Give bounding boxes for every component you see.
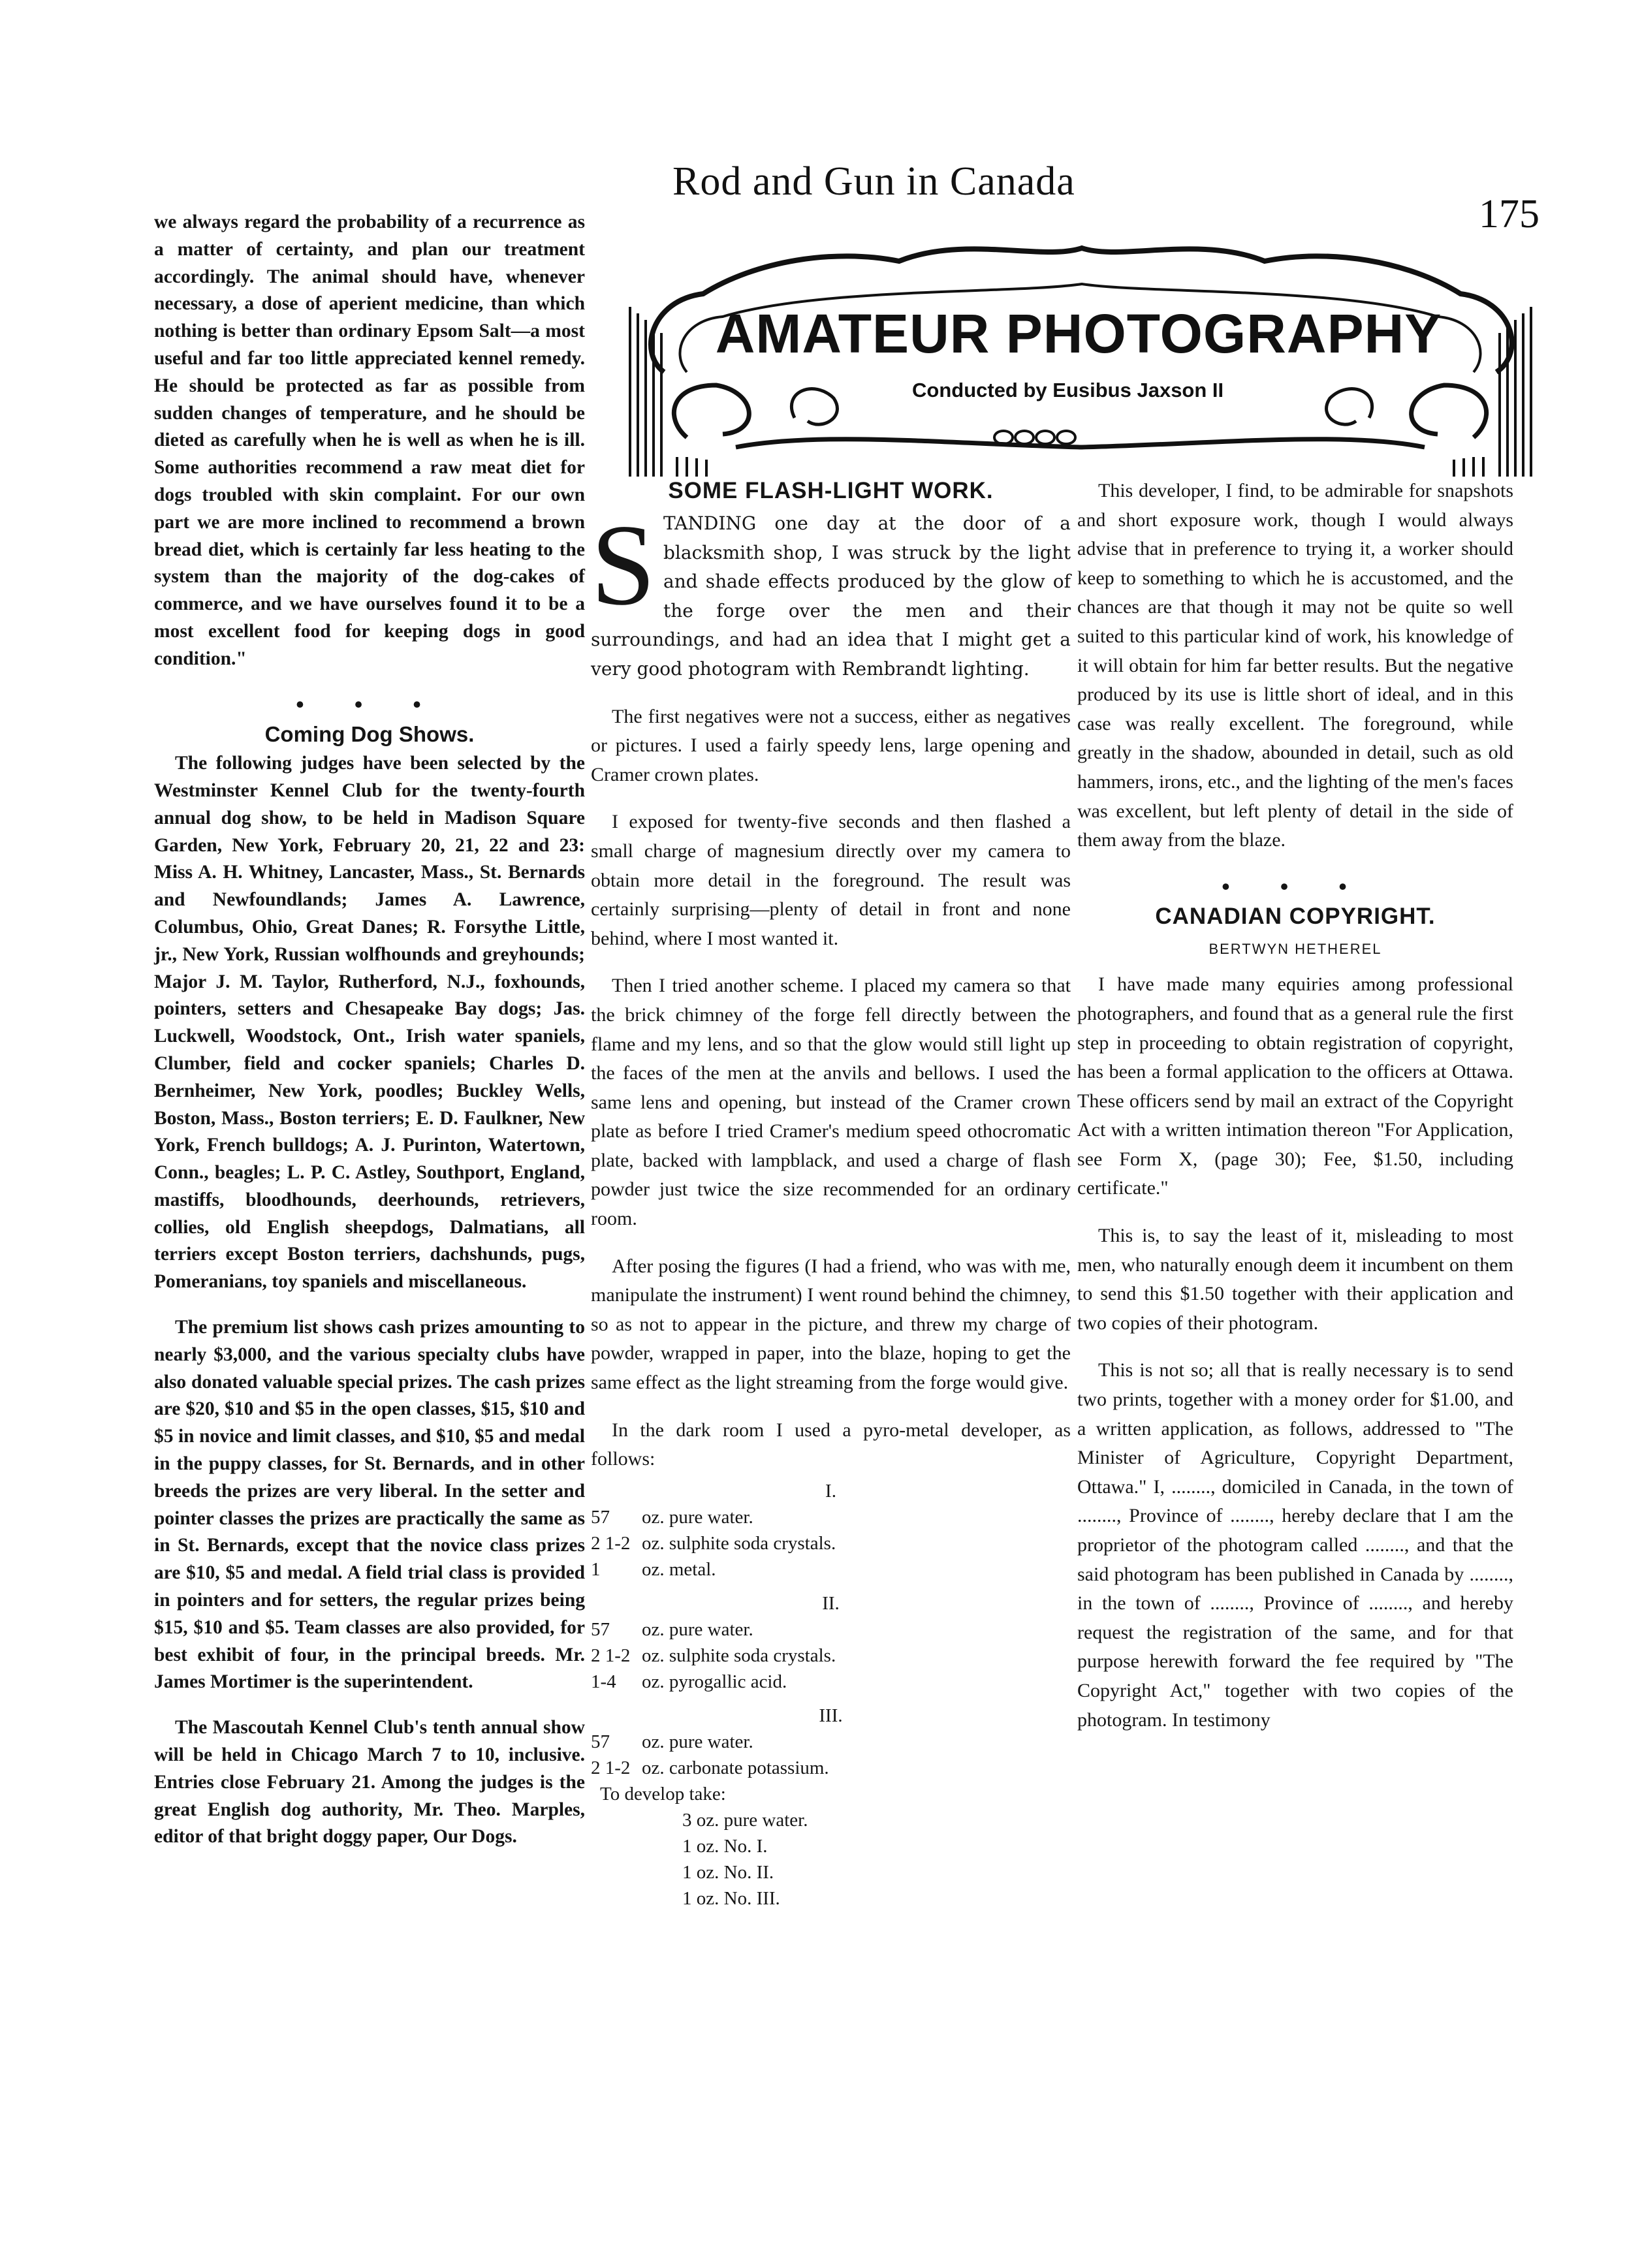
paragraph: This is not so; all that is really necessary is to send two prints, together with a money order for $1.00, and a written application, as follows, addressed to "The Minister of Agriculture, Copyright Department, Ottawa." I, ........, domiciled in Canada, in the town of ........, Province of ........, hereby declare that I am the proprietor of the photogram called ........, and that the said photogram has been published in Canada by ........, in the town of ........, Province of ........, and hereby request the registration of the same, and for that purpose herewith forward the fee required by "The Copyright Act," together with two copies of the photogram. In testimony [1077,1359,1513,1731]
paragraph: The following judges have been selected by the Westminster Kennel Club for the twenty-fourth annual dog show, to be held in Madison Square Garden, New York, February 20, 21, 22 and 23: Miss A. H. Whitney, Lancaster, Mass., St. Bernards and Newfoundlands; James A. Lawrence, Columbus, Ohio, Great Danes; R. Forsythe Little, jr., New York, Russian wolfhounds and greyhounds; Major J. M. Taylor, Rutherford, N.J., foxhounds, pointers, setters and Chesapeake Bay dogs; Jas. Luckwell, Woodstock, Ont., Irish water spaniels, Clumber, field and cocker spaniels; Charles D. Bernheimer, New York, poodles; Buckley Wells, Boston, Mass., Boston terriers; E. D. Faulkner, New York, French bulldogs; A. J. Purinton, Watertown, Conn., beagles; L. P. C. Astley, Southport, England, mastiffs, bloodhounds, deerhounds, retrievers, collies, old English sheepdogs, Dalmatians, all terriers except Boston terriers, dachshunds, pugs, Pomeranians, toy spaniels and miscellaneous. [154,753,585,1293]
formula-row [591,1643,1071,1669]
formula-row [591,1669,1071,1695]
formula-row [591,1729,1071,1755]
formula-3 [591,1703,1071,1912]
formula-number: II. [822,1592,840,1614]
section-divider: • • • [296,691,443,717]
formula-row [591,1556,1071,1583]
ingredient: oz. pyrogallic acid. [642,1671,787,1692]
paragraph: we always regard the probability of a recurrence as a matter of certainty, and plan our treatment accordingly. The animal should have, whenever necessary, a dose of aperient medicine, than which nothing is better than ordinary Epsom Salt—a most useful and far too little appreciated kennel remedy. He should be protected as far as possible from sudden changes of temperature, and he should be dieted as carefully when he is well as when he is ill. Some authorities recommend a raw meat diet for dogs troubled with skin complaint. For our own part we are more inclined to recommend a brown bread diet, which is certainly far less heating to the system than the majority of the dog-cakes of commerce, and we have ourselves found it to be a most excellent food for keeping dogs in good condition." [154,212,585,669]
middle-column [591,477,1071,1919]
develop-step: 1 oz. No. II. [682,1861,774,1883]
paragraph: I exposed for twenty-five seconds and then flashed a small charge of magnesium directly over my camera to obtain more detail in the foreground. The result was certainly surprising—plenty of detail in front and none behind, where I most wanted it. [591,811,1071,949]
quantity: 57 [591,1506,610,1528]
left-column [154,209,585,1869]
develop-row [591,1885,1071,1912]
quantity: 1-4 [591,1671,616,1692]
quantity: 1 [591,1558,601,1580]
running-title: Rod and Gun in Canada [672,159,1075,204]
develop-step: 1 oz. No. III. [682,1887,780,1909]
paragraph: This is, to say the least of it, misleading to most men, who naturally enough deem it incumbent on them to send this $1.50 together with their application and two copies of their photogram. [1077,1225,1513,1334]
develop-intro [591,1781,1071,1807]
ingredient: oz. pure water. [642,1618,753,1640]
section-divider: • • • [1222,873,1369,900]
quantity: 57 [591,1618,610,1640]
ingredient: oz. pure water. [642,1506,753,1528]
department-title: AMATEUR PHOTOGRAPHY [715,303,1442,364]
right-column [1077,477,1513,1753]
quantity: 2 1-2 [591,1645,631,1666]
ingredient: oz. sulphite soda crystals. [642,1532,836,1554]
paragraph: In the dark room I used a pyro-metal developer, as follows: [591,1419,1071,1470]
develop-row [591,1859,1071,1885]
develop-intro-text: To develop take: [600,1783,726,1804]
paragraph: Then I tried another scheme. I placed my camera so that the brick chimney of the forge fell directly between the flame and my lens, and so that the glow would still light up the faces of the men at the anvils and bellows. I used the same lens and opening, but instead of the Cramer crown plate as before I tried Cramer's medium speed othocromatic plate, backed with lampblack, and used a charge of flash powder just twice the size recommended for an ordinary room. [591,975,1071,1230]
author-byline: BERTWYN HETHEREL [1208,940,1382,957]
department-byline: Conducted by Eusibus Jaxson II [912,379,1224,402]
paragraph-text: TANDING one day at the door of a blacksmith shop, I was struck by the light and shade effects produced by the glow of the forge over the men and their surroundings, and had an idea that I might get a very good photogram with Rembrandt lighting. [591,512,1071,680]
paragraph: After posing the figures (I had a friend, who was with me, manipulate the instrument) I went round behind the chimney, so as not to appear in the picture, and threw my charge of powder, wrapped in paper, into the blaze, hoping to get the same effect as the light streaming from the forge would give. [591,1255,1071,1394]
department-banner [625,222,1536,477]
quantity: 2 1-2 [591,1532,631,1554]
page-number: 175 [1479,192,1539,236]
paragraph: This developer, I find, to be admirable for snapshots and short exposure work, though I would always advise that in preference to trying it, a worker should keep to something to which he is accustomed, and the chances are that though it may not be quite so well suited to this particular kind of work, his knowledge of it will obtain for him far better results. But the negative produced by its use is little short of ideal, and in this case was really excellent. The foreground, while greatly in the shadow, abounded in detail, such as old hammers, irons, etc., and the lighting of the men's faces was excellent, but left plenty of detail in the side of them away from the blaze. [1077,480,1513,851]
ingredient: oz. carbonate potassium. [642,1757,829,1778]
ingredient: oz. pure water. [642,1731,753,1752]
formula-row [591,1504,1071,1530]
quantity: 57 [591,1731,610,1752]
formula-row [591,1530,1071,1556]
quantity: 2 1-2 [591,1757,631,1778]
section-heading-dog-shows: Coming Dog Shows. [264,721,475,746]
develop-step: 1 oz. No. I. [682,1835,768,1857]
paragraph: The premium list shows cash prizes amounting to nearly $3,000, and the various specialty clubs have also donated valuable special prizes. The cash prizes are $20, $10 and $5 in the open classes, $15, $10 and $5 in novice and limit classes, and $10, $5 and medal in the puppy classes, for St. Bernards, and in other breeds the prizes are very liberal. In the setter and pointer classes the prizes are practically the same as in St. Bernards, except that the novice class prizes are $10, $5 and medal. A field trial class is provided in pointers and for setters, the regular prizes being $15, $10 and $5. Team classes are also provided, for best exhibit of four, in the principal breeds. Mr. James Mortimer is the superintendent. [154,1317,585,1693]
ingredient: oz. metal. [642,1558,716,1580]
formula-number: III. [819,1705,843,1726]
develop-row [591,1833,1071,1859]
section-heading-flash-light: SOME FLASH-LIGHT WORK. [668,478,994,503]
paragraph [591,500,1071,684]
formula-2 [591,1590,1071,1695]
formula-1 [591,1478,1071,1583]
section-heading-copyright: CANADIAN COPYRIGHT. [1155,903,1436,929]
develop-row [591,1807,1071,1833]
paragraph: I have made many equiries among professional photographers, and found that as a general rule the first step in proceeding to obtain registration of copyright, has been a formal application to the officers at Ottawa. These officers send by mail an extract of the Copyright Act with a written intimation thereon "For Application, see Form X, (page 30); Fee, $1.50, including certificate." [1077,973,1513,1199]
formula-row [591,1755,1071,1781]
formula-number: I. [825,1480,836,1502]
ingredient: oz. sulphite soda crystals. [642,1645,836,1666]
paragraph: The first negatives were not a success, either as negatives or pictures. I used a fairly speedy lens, large opening and Cramer crown plates. [591,705,1071,785]
drop-cap: S [591,500,655,629]
paragraph: The Mascoutah Kennel Club's tenth annual show will be held in Chicago March 7 to 10, inclusive. Entries close February 21. Among the judges is the great English dog authority, Mr. Theo. Marples, editor of that bright doggy paper, Our Dogs. [154,1717,585,1848]
develop-step: 3 oz. pure water. [682,1809,808,1831]
formula-row [591,1616,1071,1643]
